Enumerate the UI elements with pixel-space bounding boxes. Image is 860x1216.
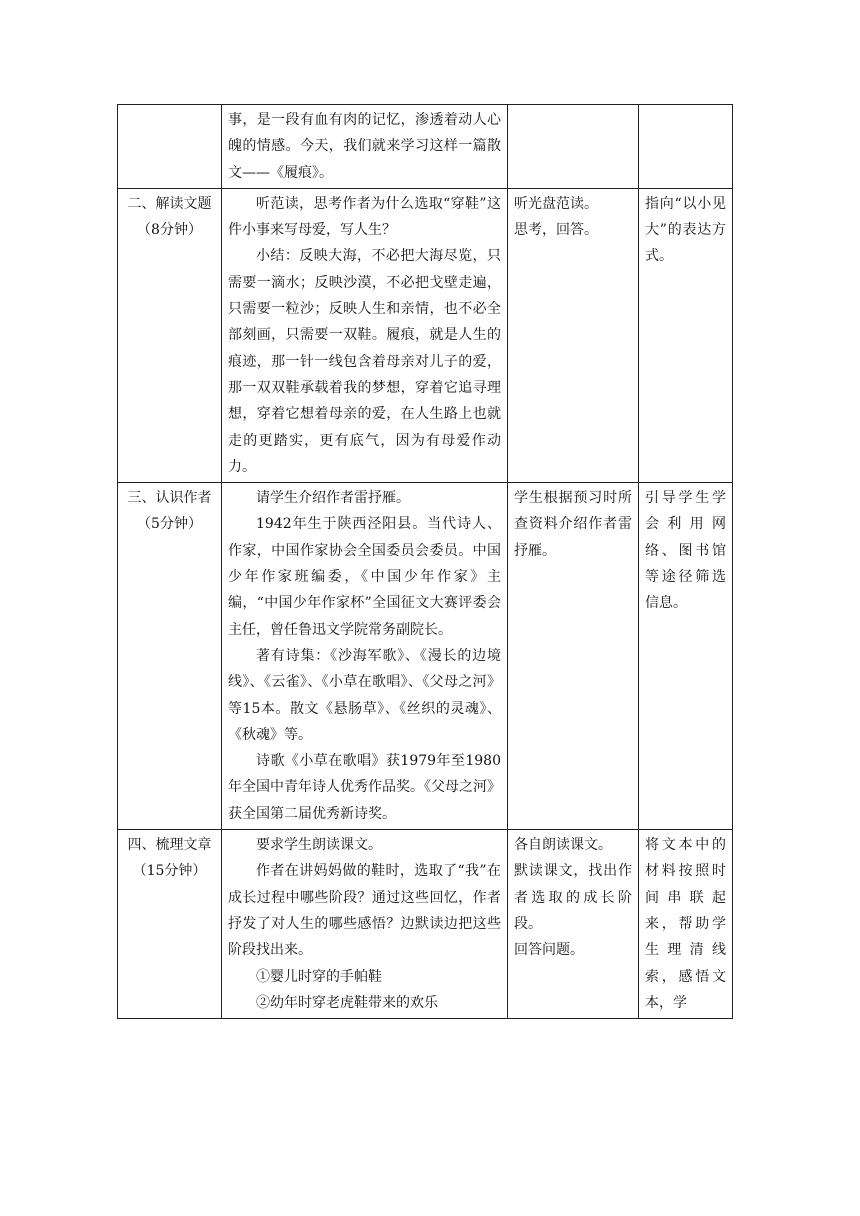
intent-line: 引导学生学会利用网络、图书馆等途径筛选信息。 bbox=[645, 490, 726, 612]
design-intent-cell bbox=[639, 105, 733, 189]
student-line: 听光盘范读。 bbox=[514, 195, 598, 212]
paragraph: ①婴儿时穿的手帕鞋 bbox=[256, 968, 382, 985]
student-activity-cell bbox=[508, 483, 639, 830]
stage-cell bbox=[118, 105, 222, 189]
intent-line: 指向“以小见大”的表达方式。 bbox=[645, 195, 726, 265]
paragraph: 要求学生朗读课文。 bbox=[256, 837, 382, 854]
paragraph: 请学生介绍作者雷抒雁。 bbox=[256, 490, 410, 507]
table-row bbox=[118, 105, 733, 189]
stage-title: 四、梳理文章 bbox=[127, 837, 212, 854]
paragraph: 作者在讲妈妈做的鞋时，选取了“我”在成长过程中哪些阶段？通过这些回忆，作者抒发了对人生的哪些感悟？边默读边把这些阶段找出来。 bbox=[228, 863, 501, 959]
paragraph: 事，是一段有血有肉的记忆，渗透着动人心魄的情感。今天，我们就来学习这样一篇散文——《履痕》。 bbox=[228, 112, 501, 181]
stage-time: （15分钟） bbox=[132, 863, 207, 880]
design-intent-cell bbox=[639, 830, 733, 1019]
student-line: 思考，回答。 bbox=[514, 222, 598, 239]
design-intent-cell bbox=[639, 188, 733, 482]
table-row bbox=[118, 830, 733, 1019]
stage-cell bbox=[118, 188, 222, 482]
table-row bbox=[118, 188, 733, 482]
paragraph: 著有诗集：《沙海军歌》、《漫长的边境线》、《云雀》、《小草在歌唱》、《父母之河》等15本。散文《悬肠草》、《丝织的灵魂》、《秋魂》等。 bbox=[228, 647, 501, 743]
paragraph: 听范读，思考作者为什么选取“穿鞋”这件小事来写母爱，写人生？ bbox=[228, 195, 501, 239]
design-intent-cell bbox=[639, 483, 733, 830]
lesson-plan-table bbox=[117, 104, 733, 1019]
stage-time: （8分钟） bbox=[137, 222, 202, 239]
intent-line: 将文本中的材料按照时间串联起来，帮助学生理清线索，感悟文本，学 bbox=[645, 837, 726, 1011]
stage-title: 三、认识作者 bbox=[127, 490, 212, 507]
teacher-activity-cell bbox=[222, 483, 508, 830]
student-activity-cell bbox=[508, 105, 639, 189]
stage-time: （5分钟） bbox=[137, 516, 202, 533]
paragraph: 诗歌《小草在歌唱》获1979年至1980年全国中青年诗人优秀作品奖。《父母之河》获全国第二届优秀新诗奖。 bbox=[228, 753, 501, 822]
student-line: 默读课文，找出作者选取的成长阶段。 bbox=[514, 863, 632, 932]
table-row bbox=[118, 483, 733, 830]
student-activity-cell bbox=[508, 188, 639, 482]
student-line: 回答问题。 bbox=[514, 942, 584, 959]
stage-cell bbox=[118, 830, 222, 1019]
student-activity-cell bbox=[508, 830, 639, 1019]
teacher-activity-cell bbox=[222, 830, 508, 1019]
paragraph: 小结：反映大海，不必把大海尽览，只需要一滴水；反映沙漠，不必把戈壁走遍，只需要一粒沙；反映人生和亲情，也不必全部刻画，只需要一双鞋。履痕，就是人生的痕迹，那一针一线包含着母亲对儿子的爱，那一双双鞋承载着我的梦想，穿着它追寻理想，穿着它想着母亲的爱，在人生路上也就走的更踏实，更有底气，因为有母爱作动力。 bbox=[228, 248, 501, 475]
paragraph: 1942年生于陕西泾阳县。当代诗人、作家，中国作家协会全国委员会委员。中国少年作家班编委，《中国少年作家》主编，“中国少年作家杯”全国征文大赛评委会主任，曾任鲁迅文学院常务副院长。 bbox=[228, 516, 501, 638]
stage-title: 二、解读文题 bbox=[127, 195, 212, 212]
paragraph: ②幼年时穿老虎鞋带来的欢乐 bbox=[256, 994, 438, 1011]
student-line: 各自朗读课文。 bbox=[514, 837, 612, 854]
teacher-activity-cell bbox=[222, 105, 508, 189]
stage-cell bbox=[118, 483, 222, 830]
student-line: 学生根据预习时所查资料介绍作者雷抒雁。 bbox=[514, 490, 632, 559]
teacher-activity-cell bbox=[222, 188, 508, 482]
